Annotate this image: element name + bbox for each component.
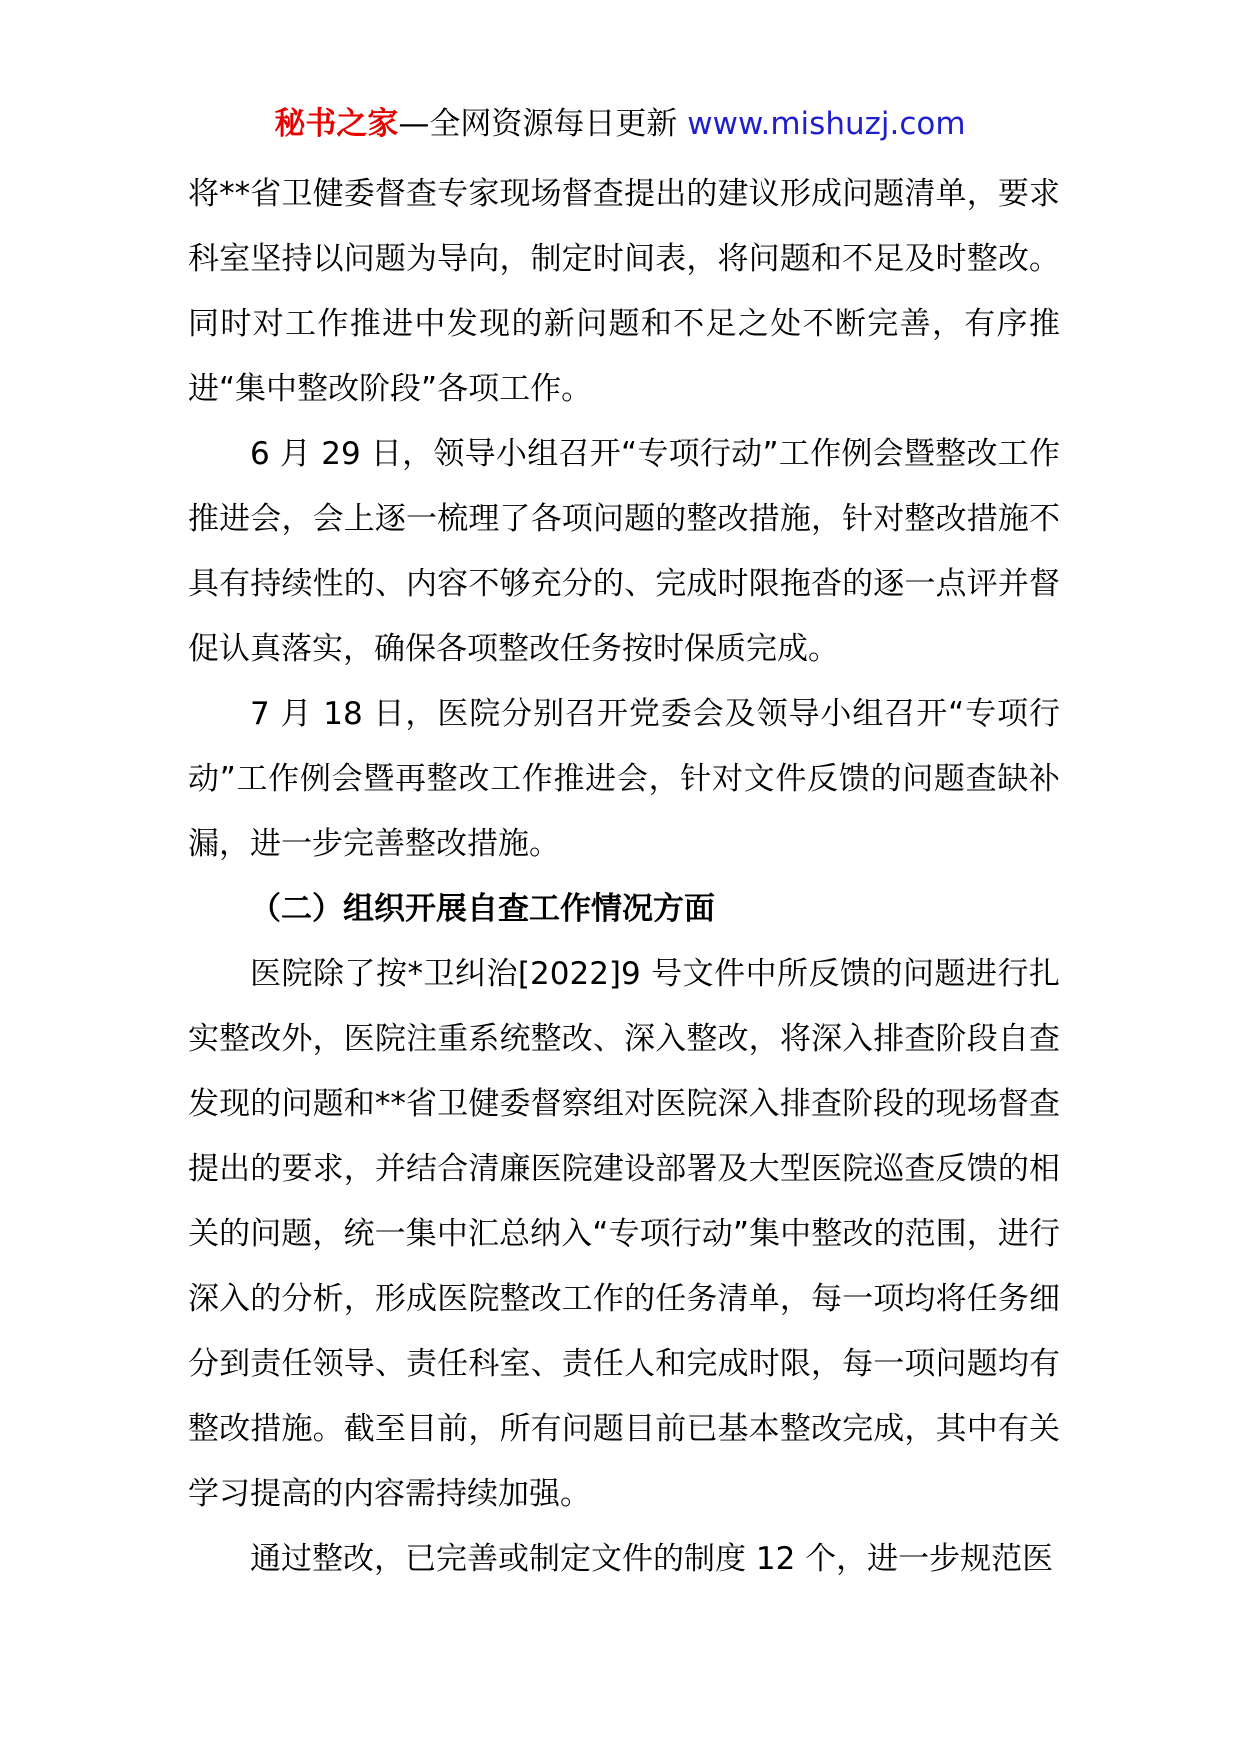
site-url-link[interactable]: www.mishuzj.com — [687, 106, 966, 142]
document-body — [188, 162, 1060, 1592]
section-heading: （二）组织开展自查工作情况方面 — [250, 891, 715, 927]
page-header — [0, 100, 1240, 148]
paragraph-self-inspection: 医院除了按*卫纠治[2022]9 号文件中所反馈的问题进行扎实整改外，医院注重系统整改、深入整改，将深入排查阶段自查发现的问题和**省卫健委督察组对医院深入排查阶段的现场督查提出的要求，并结合清廉医院建设部署及大型医院巡查反馈的相关的问题，统一集中汇总纳入“专项行动”集中整改的范围，进行深入的分析，形成医院整改工作的任务清单，每一项均将任务细分到责任领导、责任科室、责任人和完成时限，每一项问题均有整改措施。截至目前，所有问题目前已基本整改完成，其中有关学习提高的内容需持续加强。 — [188, 956, 1060, 1512]
paragraph-continuation: 将**省卫健委督查专家现场督查提出的建议形成问题清单，要求科室坚持以问题为导向，制定时间表，将问题和不足及时整改。同时对工作推进中发现的新问题和不足之处不断完善，有序推进“集中整改阶段”各项工作。 — [188, 176, 1060, 407]
paragraph-june-29-meeting: 6 月 29 日，领导小组召开“专项行动”工作例会暨整改工作推进会，会上逐一梳理了各项问题的整改措施，针对整改措施不具有持续性的、内容不够充分的、完成时限拖沓的逐一点评并督促认真落实，确保各项整改任务按时保质完成。 — [188, 436, 1060, 667]
paragraph-rectification-results: 通过整改，已完善或制定文件的制度 12 个，进一步规范医 — [250, 1541, 1054, 1577]
brand-name: 秘书之家 — [274, 106, 399, 142]
paragraph-july-18-meeting: 7 月 18 日，医院分别召开党委会及领导小组召开“专项行动”工作例会暨再整改工作推进会，针对文件反馈的问题查缺补漏，进一步完善整改措施。 — [188, 696, 1060, 862]
header-tagline: —全网资源每日更新 — [398, 106, 688, 142]
